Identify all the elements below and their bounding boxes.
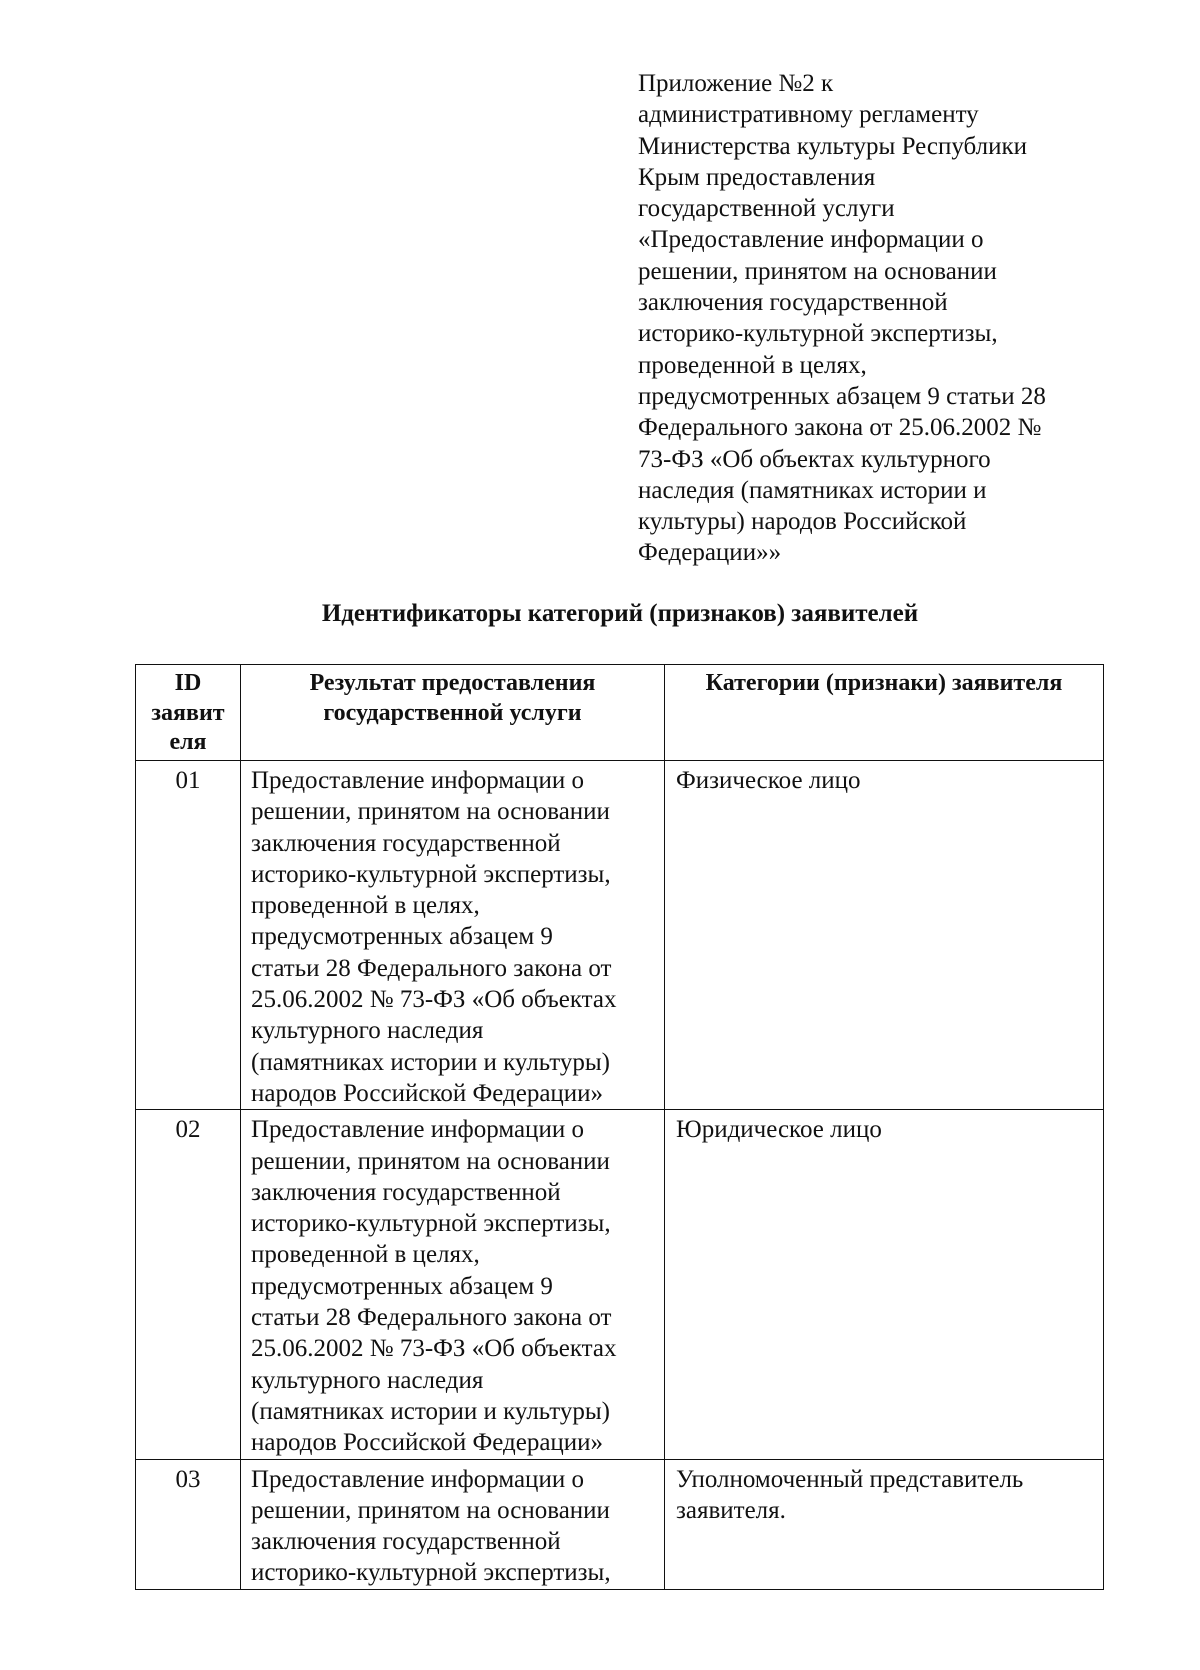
header-result-label: Результат предоставления государственной услуги <box>309 670 596 726</box>
applicant-categories-table <box>135 664 1104 1590</box>
row-category: Уполномоченный представитель заявителя. <box>665 1459 1104 1589</box>
row-id: 03 <box>136 1459 241 1589</box>
table-row <box>136 1459 1104 1589</box>
header-category <box>665 665 1104 761</box>
row-result: Предоставление информации о решении, принятом на основании заключения государственной историко-культурной экспертизы, проведенной в целях, предусмотренных абзацем 9 статьи 28 Федерального закона от 25.06.2002 № 73-ФЗ «Об объектах культурного наследия (памятниках истории и культуры) народов Российской Федерации» <box>241 1110 665 1459</box>
table-row <box>136 761 1104 1110</box>
row-category: Физическое лицо <box>665 761 1104 1110</box>
row-result: Предоставление информации о решении, принятом на основании заключения государственной историко-культурной экспертизы, <box>241 1459 665 1589</box>
row-id: 01 <box>136 761 241 1110</box>
table-row <box>136 1110 1104 1459</box>
header-id-label: ID заявит еля <box>151 670 225 755</box>
document-title: Идентификаторы категорий (признаков) заявителей <box>321 600 919 627</box>
header-category-label: Категории (признаки) заявителя <box>705 670 1063 696</box>
appendix-note: Приложение №2 к административному регламенту Министерства культуры Республики Крым предоставления государственной услуги «Предоставление информации о решении, принятом на основании заключения государственной историко-культурной экспертизы, проведенной в целях, предусмотренных абзацем 9 статьи 28 Федерального закона от 25.06.2002 № 73-ФЗ «Об объектах культурного наследия (памятниках истории и культуры) народов Российской Федерации»» <box>638 70 1046 567</box>
row-id: 02 <box>136 1110 241 1459</box>
header-result <box>241 665 665 761</box>
row-result: Предоставление информации о решении, принятом на основании заключения государственной историко-культурной экспертизы, проведенной в целях, предусмотренных абзацем 9 статьи 28 Федерального закона от 25.06.2002 № 73-ФЗ «Об объектах культурного наследия (памятниках истории и культуры) народов Российской Федерации» <box>241 761 665 1110</box>
header-id <box>136 665 241 761</box>
row-category: Юридическое лицо <box>665 1110 1104 1459</box>
table-header-row <box>136 665 1104 761</box>
